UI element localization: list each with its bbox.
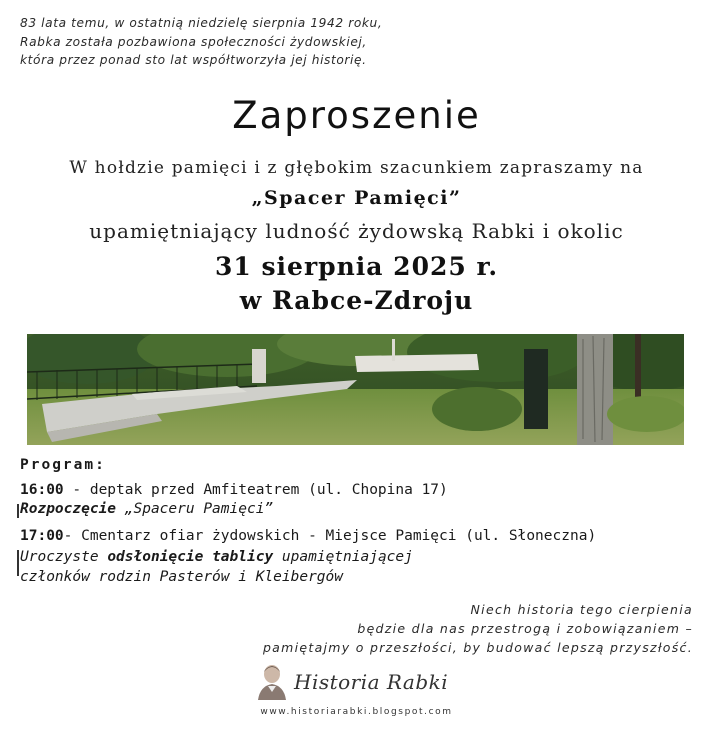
intro-line: Rabka została pozbawiona społeczności żydowskiej,: [20, 34, 367, 49]
program-item-1-text: - deptak przed Amfiteatrem (ul. Chopina 17): [63, 482, 448, 498]
program-item-1-sub-bold: Rozpoczęcie: [20, 501, 117, 517]
program-item-1-time: 16:00: [20, 482, 64, 498]
event-place: w Rabce-Zdroju: [239, 286, 474, 315]
page-title: Zaproszenie: [232, 94, 481, 137]
closing-text: [173, 600, 693, 657]
historia-rabki-logo: [254, 662, 464, 702]
website-url: www.historiarabki.blogspot.com: [260, 707, 453, 717]
closing-line: pamiętajmy o przeszłości, by budować lepszą przyszłość.: [262, 640, 693, 655]
divider: [17, 504, 19, 518]
event-date: 31 sierpnia 2025 r.: [214, 252, 499, 281]
logo-text: Historia Rabki: [294, 670, 449, 694]
closing-line: będzie dla nas przestrogą i zobowiązaniem –: [357, 621, 693, 636]
intro-line: która przez ponad sto lat współtworzyła jej historię.: [20, 53, 367, 67]
intro-line: 83 lata temu, w ostatnią niedzielę sierpnia 1942 roku,: [20, 16, 383, 30]
intro-text: [20, 14, 480, 70]
program-item-2-sub-bold: odsłonięcie tablicy: [107, 549, 274, 565]
portrait-bust-icon: [254, 662, 290, 700]
program-item-2: [20, 528, 596, 544]
program-item-2-time: 17:00: [20, 528, 64, 544]
program-item-1-sub-rest: „Spaceru Pamięci”: [116, 501, 274, 517]
program-item-2-sub: [20, 549, 413, 565]
program-item-1-sub: [20, 501, 273, 517]
program-item-2-sub-line2: członków rodzin Pasterów i Kleibergów: [20, 569, 344, 585]
program-item-2-sub-b: upamiętniającej: [273, 549, 413, 565]
program-item-2-sub-a: Uroczyste: [20, 549, 108, 565]
event-name: „Spacer Pamięci”: [251, 187, 462, 209]
invite-line: W hołdzie pamięci i z głębokim szacunkiem zapraszamy na: [69, 158, 644, 178]
program-item-1: [20, 482, 448, 498]
program-label: Program:: [20, 457, 106, 473]
closing-line: Niech historia tego cierpienia: [470, 602, 693, 617]
program-item-2-text: - Cmentarz ofiar żydowskich - Miejsce Pamięci (ul. Słoneczna): [63, 528, 597, 544]
cemetery-photo-image: [27, 334, 684, 445]
cemetery-photo: [27, 334, 684, 445]
event-description: upamiętniający ludność żydowską Rabki i okolic: [89, 219, 624, 243]
divider: [17, 550, 19, 576]
